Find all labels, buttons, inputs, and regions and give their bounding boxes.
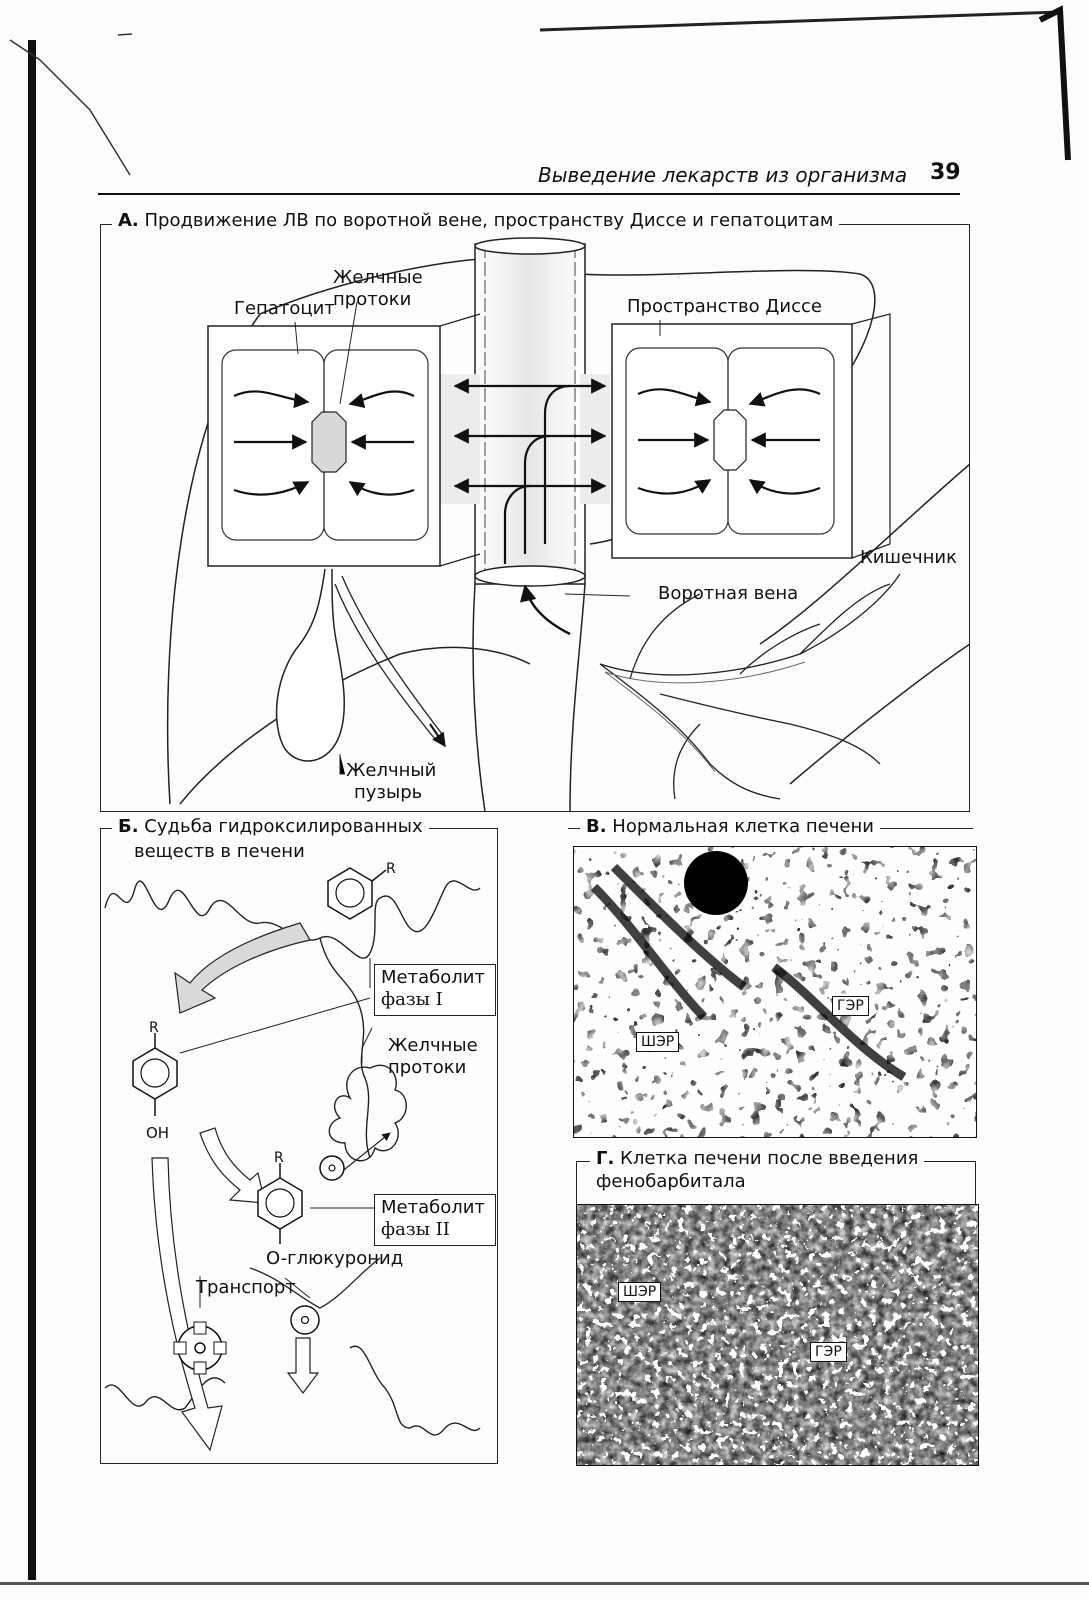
label-phase2-line1: Метаболит <box>381 1197 485 1218</box>
membrane-top <box>105 881 480 958</box>
panel-v-title <box>580 816 880 838</box>
membrane-bottom <box>105 1346 480 1435</box>
micrograph-normal-texture <box>574 847 977 1138</box>
benzene-top <box>328 868 372 919</box>
tag-ger-pheno: ГЭР <box>810 1342 847 1362</box>
label-bile-ducts-b-2: протоки <box>388 1057 467 1078</box>
micrograph-phenobarbital <box>576 1204 979 1466</box>
panel-b-title-1 <box>112 816 429 838</box>
label-phase2-line2: фазы II <box>381 1219 450 1240</box>
tag-ger-normal: ГЭР <box>832 996 869 1016</box>
r-low: R <box>274 1150 284 1166</box>
label-transport: Транспорт <box>196 1277 296 1298</box>
transporter-small <box>291 1306 319 1334</box>
label-gallbladder-2: пузырь <box>354 782 423 803</box>
gallbladder <box>277 569 345 761</box>
header-rule <box>98 193 960 195</box>
panel-g-letter: Г. <box>596 1148 615 1169</box>
nucleus-dark <box>684 851 748 915</box>
panel-g-title-2: фенобарбитала <box>596 1171 746 1192</box>
label-phase1-line1: Метаболит <box>381 967 485 988</box>
arrow-transport-right <box>288 1338 318 1393</box>
panel-a-title <box>112 210 839 232</box>
benzene-glucuronide <box>258 1178 302 1229</box>
panel-g-title-1 <box>590 1148 924 1170</box>
panel-b-illustration <box>100 828 498 1464</box>
portal-trunk <box>473 584 585 812</box>
label-bile-ducts-a-2: протоки <box>333 289 412 310</box>
tag-sher-normal: ШЭР <box>636 1032 679 1052</box>
transporter-bile <box>320 1156 344 1180</box>
label-intestine: Кишечник <box>860 547 957 568</box>
central-vessel <box>475 244 585 584</box>
page-number: 39 <box>930 160 961 185</box>
r-top: R <box>386 861 396 877</box>
label-disse-space: Пространство Диссе <box>627 296 822 317</box>
tag-sher-pheno: ШЭР <box>618 1282 661 1302</box>
benzene-hydroxylated <box>133 1048 177 1099</box>
hydroxyl-oh: OH <box>146 1124 170 1142</box>
panel-v-title-text: Нормальная клетка печени <box>612 816 874 837</box>
label-gallbladder-1: Желчный <box>346 760 437 781</box>
micrograph-normal <box>573 846 977 1138</box>
mesenteric-veins <box>600 574 900 799</box>
panel-a-illustration <box>100 224 970 812</box>
panel-g-title-text-1: Клетка печени после введения <box>620 1148 919 1169</box>
label-phase1-box <box>374 964 496 1016</box>
scan-edge-bottom <box>0 1582 1089 1585</box>
label-glucuronide: O-глюкуронид <box>266 1248 404 1269</box>
panel-b-title-text-1: Судьба гидроксилированных <box>144 816 423 837</box>
panel-b-title-2: веществ в печени <box>134 841 305 862</box>
arrow-phase-2 <box>200 1128 265 1203</box>
panel-b-letter: Б. <box>118 816 139 837</box>
micrograph-phenobarbital-texture <box>577 1205 979 1466</box>
panel-v-letter: В. <box>586 816 607 837</box>
label-bile-ducts-a-1: Желчные <box>333 267 423 288</box>
label-phase1-line2: фазы I <box>381 989 443 1010</box>
arrow-phase-1 <box>175 923 310 1013</box>
label-bile-ducts-b-1: Желчные <box>388 1035 478 1056</box>
label-phase2-box <box>374 1194 496 1246</box>
r-mid: R <box>149 1020 159 1036</box>
running-header-title: Выведение лекарств из организма <box>538 163 908 187</box>
panel-a-letter: А. <box>118 210 139 231</box>
bile-duct <box>335 576 442 739</box>
label-portal-vein: Воротная вена <box>658 583 799 604</box>
label-hepatocyte: Гепатоцит <box>234 298 335 319</box>
scan-edge-left <box>28 40 36 1580</box>
panel-a-title-text: Продвижение ЛВ по воротной вене, пространству Диссе и гепатоцитам <box>144 210 834 231</box>
